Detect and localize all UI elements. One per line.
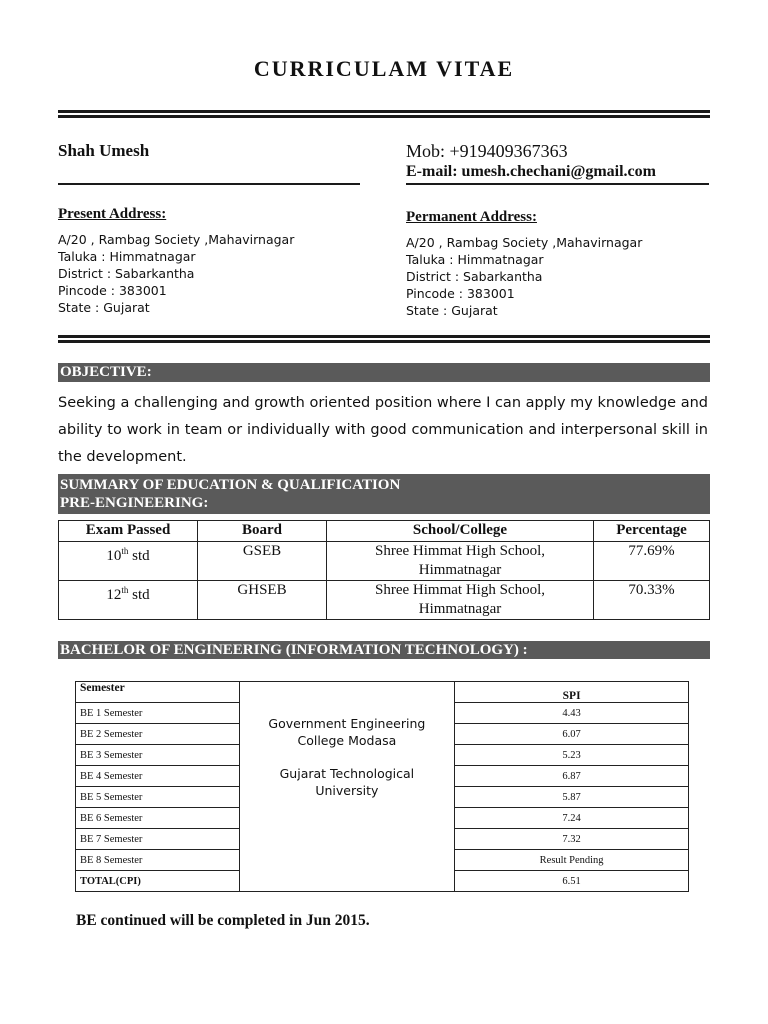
education-heading-line1: SUMMARY OF EDUCATION & QUALIFICATION xyxy=(60,477,401,493)
exam-cell: 12th std xyxy=(59,581,198,620)
present-address-line: A/20 , Rambag Society ,Mahavirnagar xyxy=(58,232,295,247)
column-header: Exam Passed xyxy=(59,521,198,542)
column-header: Percentage xyxy=(594,521,710,542)
email-underline xyxy=(406,183,709,185)
present-address-line: Taluka : Himmatnagar xyxy=(58,249,196,264)
exam-cell: 10th std xyxy=(59,542,198,581)
board-cell: GHSEB xyxy=(198,581,327,620)
semester-cell: BE 1 Semester xyxy=(76,703,240,724)
present-address-line: Pincode : 383001 xyxy=(58,283,167,298)
permanent-address-line: Taluka : Himmatnagar xyxy=(406,252,544,267)
address-divider xyxy=(58,335,710,343)
spi-cell: 4.43 xyxy=(455,703,689,724)
table-header-row xyxy=(59,521,710,542)
university-name-line: Gujarat Technological xyxy=(279,766,415,781)
present-address-line: State : Gujarat xyxy=(58,300,150,315)
permanent-address-heading: Permanent Address: xyxy=(406,209,537,225)
education-heading-line2: PRE-ENGINEERING: xyxy=(60,495,209,511)
board-cell: GSEB xyxy=(198,542,327,581)
spi-cell: 6.87 xyxy=(455,766,689,787)
school-cell: Shree Himmat High School, Himmatnagar xyxy=(327,581,594,620)
semester-cell: BE 6 Semester xyxy=(76,808,240,829)
spi-cell: 6.07 xyxy=(455,724,689,745)
semester-header: Semester xyxy=(76,682,240,703)
pre-engineering-table xyxy=(58,520,710,620)
total-value-cell: 6.51 xyxy=(455,871,689,892)
present-address-block xyxy=(58,231,294,316)
bachelor-semester-table xyxy=(75,681,689,892)
bachelor-heading: BACHELOR OF ENGINEERING (INFORMATION TECHNOLOGY) : xyxy=(58,641,710,659)
permanent-address-line: Pincode : 383001 xyxy=(406,286,515,301)
mobile-number: Mob: +919409367363 xyxy=(406,141,568,161)
permanent-address-block xyxy=(406,234,642,319)
document-title: CURRICULAM VITAE xyxy=(253,56,515,81)
objective-text: Seeking a challenging and growth oriented position where I can apply my knowledge and ability to work in team or individually with good communication and interpersonal skill in the development. xyxy=(58,395,708,465)
semester-cell: BE 2 Semester xyxy=(76,724,240,745)
permanent-address-line: A/20 , Rambag Society ,Mahavirnagar xyxy=(406,235,643,250)
percentage-cell: 70.33% xyxy=(594,581,710,620)
table-row xyxy=(59,581,710,620)
objective-heading: OBJECTIVE: xyxy=(58,363,710,382)
college-name-line: Government Engineering xyxy=(268,716,426,731)
percentage-cell: 77.69% xyxy=(594,542,710,581)
completion-note: BE continued will be completed in Jun 2015. xyxy=(76,912,370,929)
spi-cell: 5.87 xyxy=(455,787,689,808)
total-label-cell: TOTAL(CPI) xyxy=(76,871,240,892)
school-cell: Shree Himmat High School, Himmatnagar xyxy=(327,542,594,581)
header-divider xyxy=(58,110,710,118)
semester-cell: BE 7 Semester xyxy=(76,829,240,850)
spi-cell: 7.32 xyxy=(455,829,689,850)
spi-cell: 5.23 xyxy=(455,745,689,766)
email-address: E-mail: umesh.chechani@gmail.com xyxy=(406,163,656,180)
spi-header: SPI xyxy=(455,682,689,703)
education-heading xyxy=(58,474,710,514)
name-underline xyxy=(58,183,360,185)
college-cell xyxy=(239,682,455,892)
semester-cell: BE 3 Semester xyxy=(76,745,240,766)
permanent-address-line: State : Gujarat xyxy=(406,303,498,318)
university-name-line: University xyxy=(315,783,379,798)
permanent-address-line: District : Sabarkantha xyxy=(406,269,543,284)
candidate-name: Shah Umesh xyxy=(58,141,150,160)
semester-cell: BE 8 Semester xyxy=(76,850,240,871)
column-header: Board xyxy=(198,521,327,542)
college-name-line: College Modasa xyxy=(297,733,397,748)
semester-cell: BE 4 Semester xyxy=(76,766,240,787)
table-row xyxy=(59,542,710,581)
table-header-row xyxy=(76,682,689,703)
spi-cell: Result Pending xyxy=(455,850,689,871)
column-header: School/College xyxy=(327,521,594,542)
semester-cell: BE 5 Semester xyxy=(76,787,240,808)
present-address-line: District : Sabarkantha xyxy=(58,266,195,281)
present-address-heading: Present Address: xyxy=(58,206,167,222)
spi-cell: 7.24 xyxy=(455,808,689,829)
